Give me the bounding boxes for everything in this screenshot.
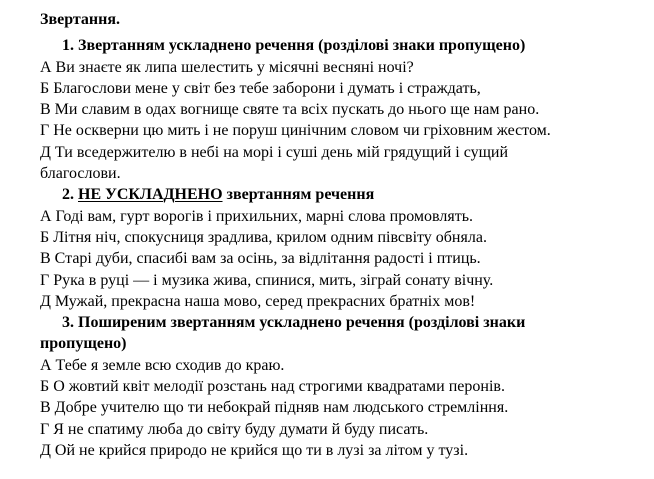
task-2-option-b: Б Літня ніч, спокусниця зрадлива, крилом одним півсвіту обняла. bbox=[40, 228, 487, 246]
document-page bbox=[40, 9, 640, 461]
task-1-title: 1. Звертанням ускладнено речення (розділові знаки пропущено) bbox=[62, 37, 526, 55]
task-2-title-number: 2. bbox=[62, 186, 74, 204]
task-1 bbox=[40, 35, 640, 184]
task-2-option-d: Д Мужай, прекрасна наша мово, серед прекрасних братніх мов! bbox=[40, 292, 476, 310]
task-3 bbox=[40, 312, 640, 461]
task-2-title-rest: звертанням речення bbox=[226, 186, 375, 204]
task-2-option-h: Г Рука в руці — і музика жива, спинися, мить, зіграй сонату вічну. bbox=[40, 271, 494, 289]
task-3-option-a: А Тебе я земле всю сходив до краю. bbox=[40, 356, 285, 374]
task-3-option-h: Г Я не спатиму люба до світу буду думати й буду писать. bbox=[40, 420, 429, 438]
task-3-option-b: Б О жовтий квіт мелодії розстань над строгими квадратами перонів. bbox=[40, 378, 505, 396]
task-1-option-a: А Ви знаєте як липа шелестить у місячні весняні ночі? bbox=[40, 58, 414, 76]
task-2-title bbox=[40, 184, 640, 205]
document-heading: Звертання. bbox=[40, 11, 121, 28]
task-2-title-emphasis: НЕ УСКЛАДНЕНО bbox=[78, 186, 223, 204]
task-1-option-b: Б Благослови мене у світ без тебе заборони і думать і страждать, bbox=[40, 79, 481, 97]
task-2-option-v: В Старі дуби, спасибі вам за осінь, за відлітання радості і птиць. bbox=[40, 250, 481, 268]
task-3-option-v: В Добре учителю що ти небокрай підняв нам людського стремління. bbox=[40, 399, 509, 417]
task-1-option-d: Д Ти вседержителю в небі на морі і суші день мій грядущий і сущий bbox=[40, 143, 509, 161]
task-2-option-a: А Годі вам, гурт ворогів і прихильних, марні слова промовлять. bbox=[40, 207, 473, 225]
task-3-title: 3. Поширеним звертанням ускладнено речення (розділові знаки bbox=[62, 314, 526, 332]
task-1-option-d-continued: благослови. bbox=[40, 165, 121, 183]
task-1-option-h: Г Не оскверни цю мить і не поруш цинічним словом чи гріховним жестом. bbox=[40, 122, 551, 140]
task-1-option-v: В Ми славим в одах вогнище святе та всіх пускать до нього ще нам рано. bbox=[40, 101, 540, 119]
task-3-option-d: Д Ой не крийся природо не крийся що ти в лузі за літом у тузі. bbox=[40, 441, 469, 459]
task-2 bbox=[40, 184, 640, 312]
task-3-title-continued: пропущено) bbox=[40, 335, 127, 353]
